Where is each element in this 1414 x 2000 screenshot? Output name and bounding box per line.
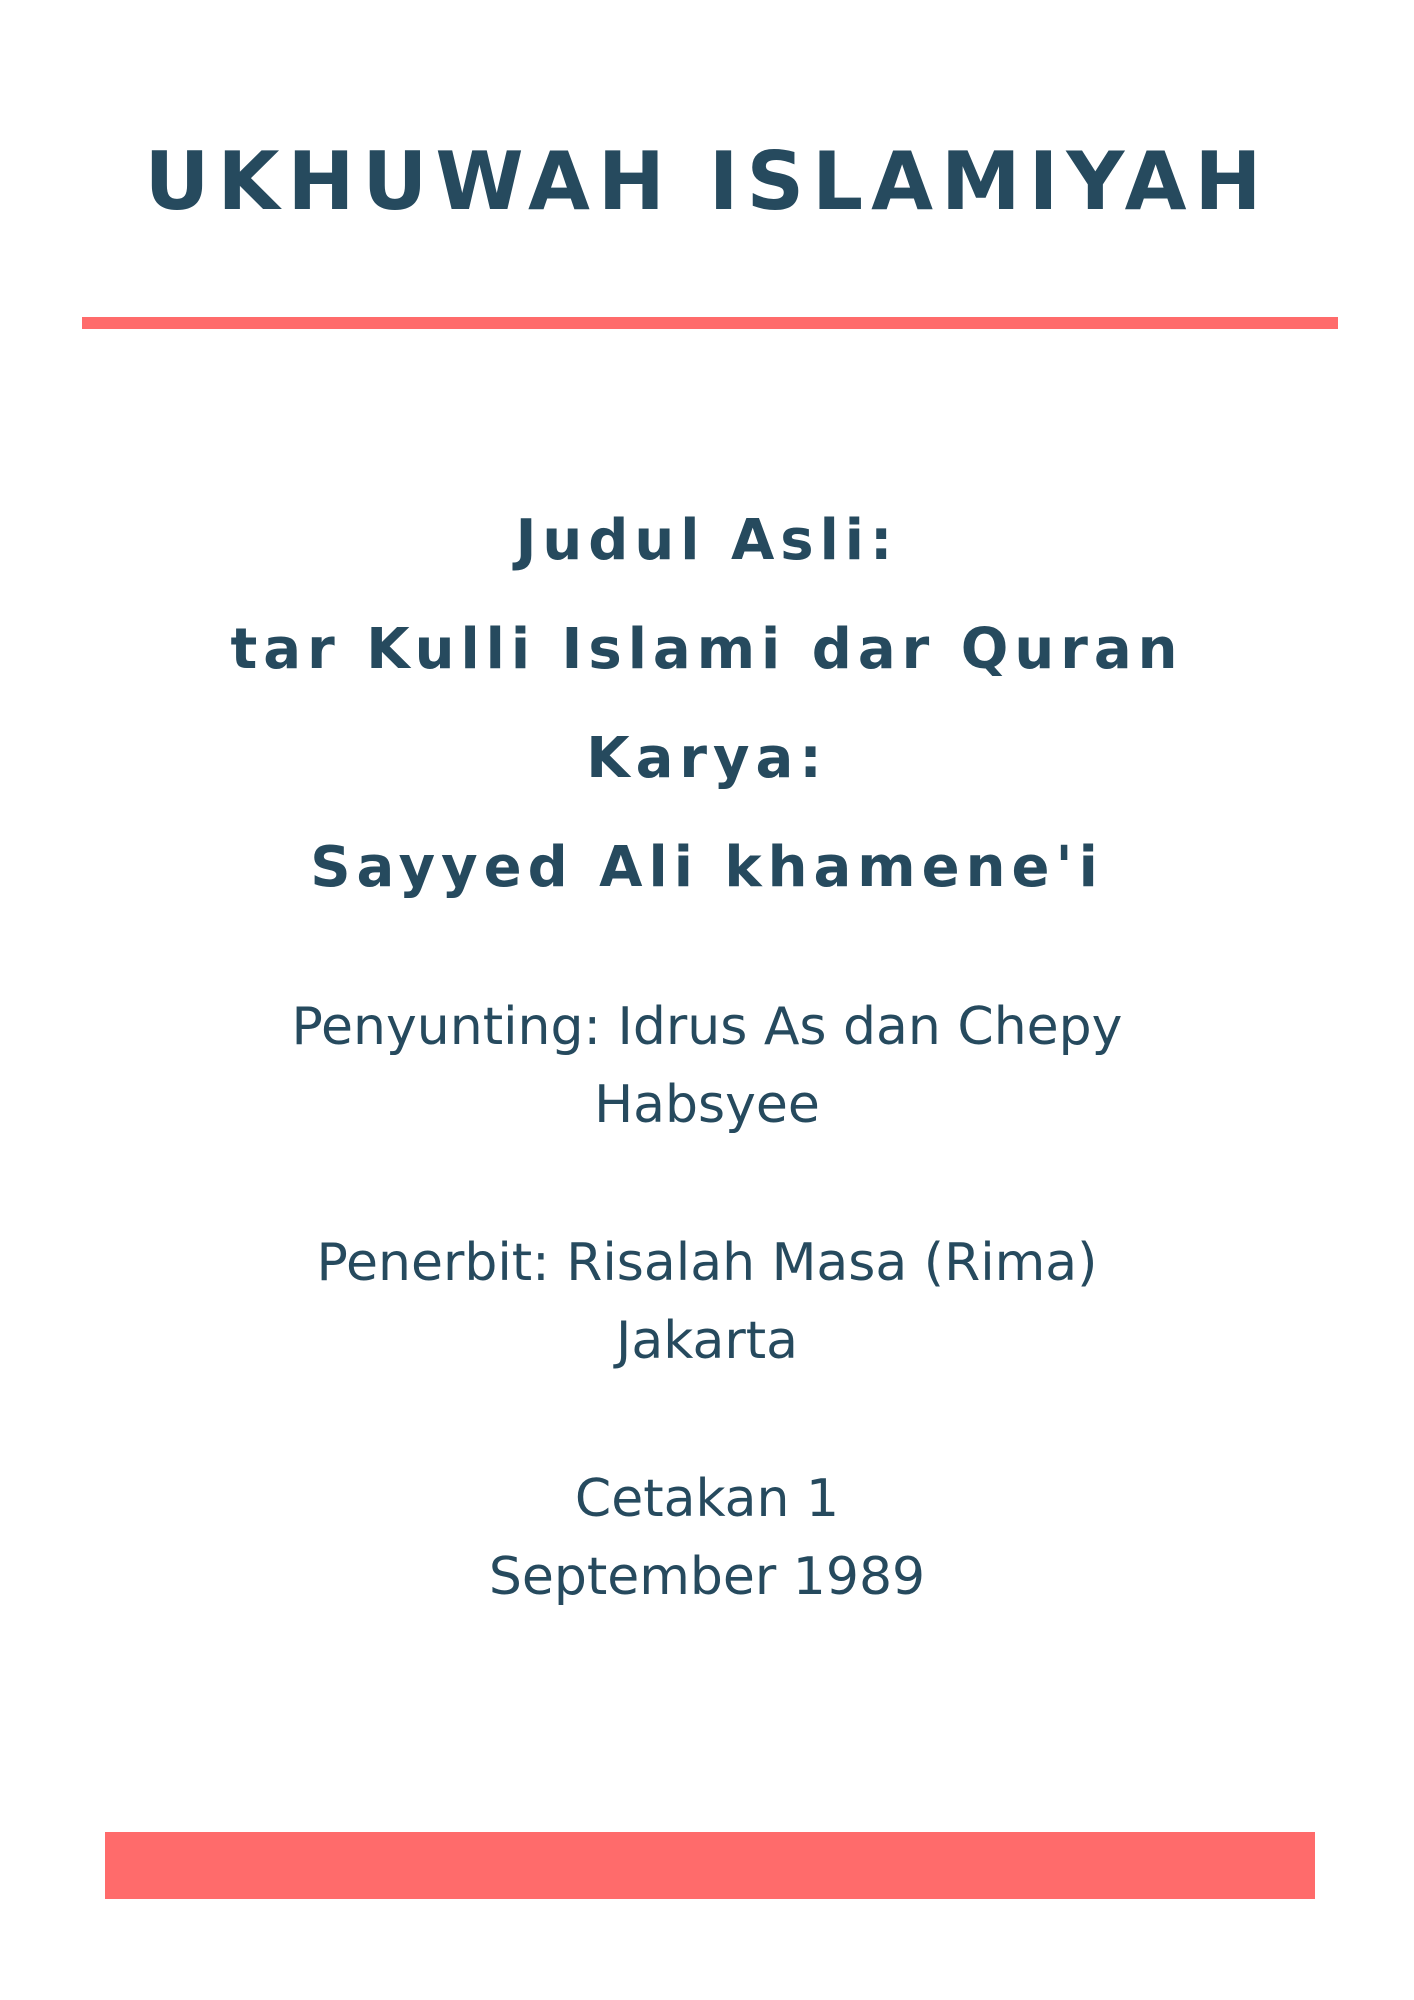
- editor-line-1: Penyunting: Idrus As dan Chepy: [291, 997, 1123, 1057]
- publisher-line-2: Jakarta: [616, 1311, 798, 1371]
- printing-edition: Cetakan 1: [574, 1469, 840, 1529]
- author-name: Sayyed Ali khamene'i: [310, 835, 1104, 900]
- original-title-label: Judul Asli:: [515, 508, 899, 573]
- top-divider: [82, 317, 1338, 329]
- book-title: UKHUWAH ISLAMIYAH: [144, 135, 1270, 228]
- publisher-line-1: Penerbit: Risalah Masa (Rima): [316, 1233, 1098, 1293]
- printing-date: September 1989: [488, 1547, 926, 1607]
- editor-info: [0, 988, 1414, 1144]
- author-label: Karya:: [586, 726, 828, 791]
- credits-heading: [0, 486, 1414, 922]
- original-title-value: tar Kulli Islami dar Quran: [230, 617, 1184, 682]
- bottom-bar: [105, 1832, 1315, 1899]
- editor-line-2: Habsyee: [594, 1075, 820, 1135]
- publisher-info: [0, 1224, 1414, 1380]
- printing-info: [0, 1460, 1414, 1616]
